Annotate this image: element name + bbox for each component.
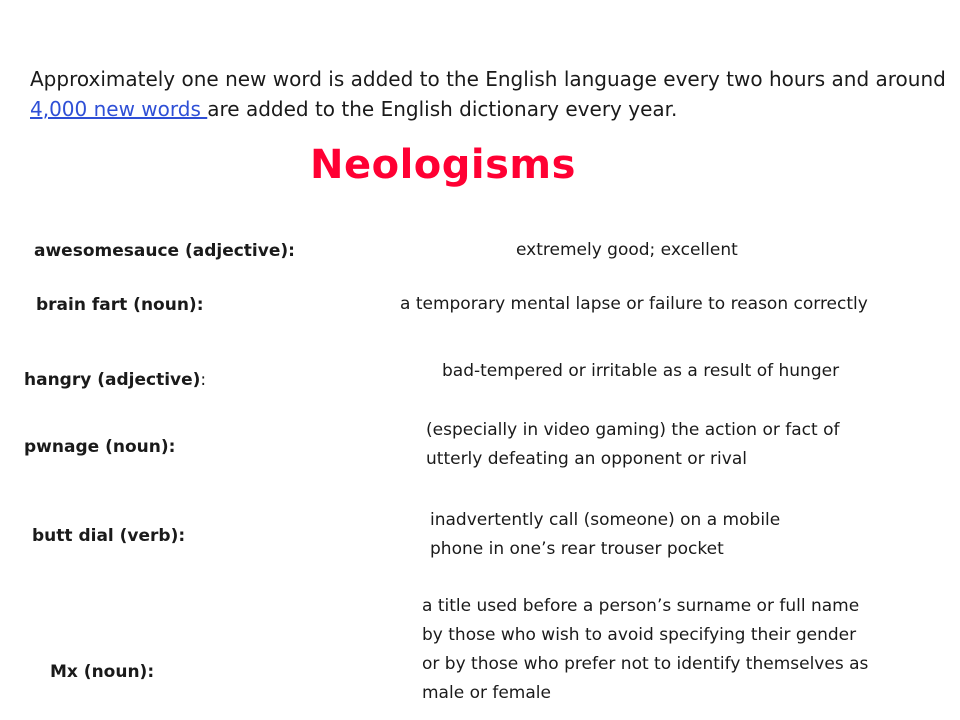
term-awesomesauce: awesomesauce (adjective): (34, 241, 295, 261)
slide-title: Neologisms (310, 142, 576, 188)
new-words-link[interactable]: 4,000 new words (30, 97, 208, 121)
intro-text-end: are added to the English dictionary every year. (207, 97, 678, 121)
definition-line: a title used before a person’s surname or full name (422, 596, 860, 616)
intro-paragraph (30, 64, 950, 124)
definition-awesomesauce (516, 236, 738, 265)
definition-brain-fart (400, 290, 868, 319)
definition-line: extremely good; excellent (516, 240, 738, 260)
term-pwnage: pwnage (noun): (24, 437, 176, 457)
definition-line: phone in one’s rear trouser pocket (430, 539, 724, 559)
definition-line: by those who wish to avoid specifying their gender (422, 625, 857, 645)
definition-butt-dial (430, 506, 780, 564)
term-label: hangry (adjective) (24, 370, 201, 390)
definition-hangry (442, 357, 839, 386)
term-brain-fart: brain fart (noun): (36, 295, 204, 315)
definition-line: or by those who prefer not to identify themselves as (422, 654, 869, 674)
definition-line: (especially in video gaming) the action or fact of (426, 420, 840, 440)
term-hangry (24, 370, 206, 390)
definition-line: male or female (422, 683, 551, 703)
term-colon: : (200, 370, 207, 390)
definition-line: utterly defeating an opponent or rival (426, 449, 747, 469)
definition-line: bad-tempered or irritable as a result of hunger (442, 361, 840, 381)
definition-line: inadvertently call (someone) on a mobile (430, 510, 781, 530)
definition-line: a temporary mental lapse or failure to reason correctly (400, 294, 868, 314)
intro-text-start: Approximately one new word is added to the English language every two hours and around (30, 67, 946, 91)
definition-pwnage (426, 416, 839, 474)
term-butt-dial: butt dial (verb): (32, 526, 186, 546)
definition-mx (422, 592, 868, 708)
term-mx: Mx (noun): (50, 662, 155, 682)
